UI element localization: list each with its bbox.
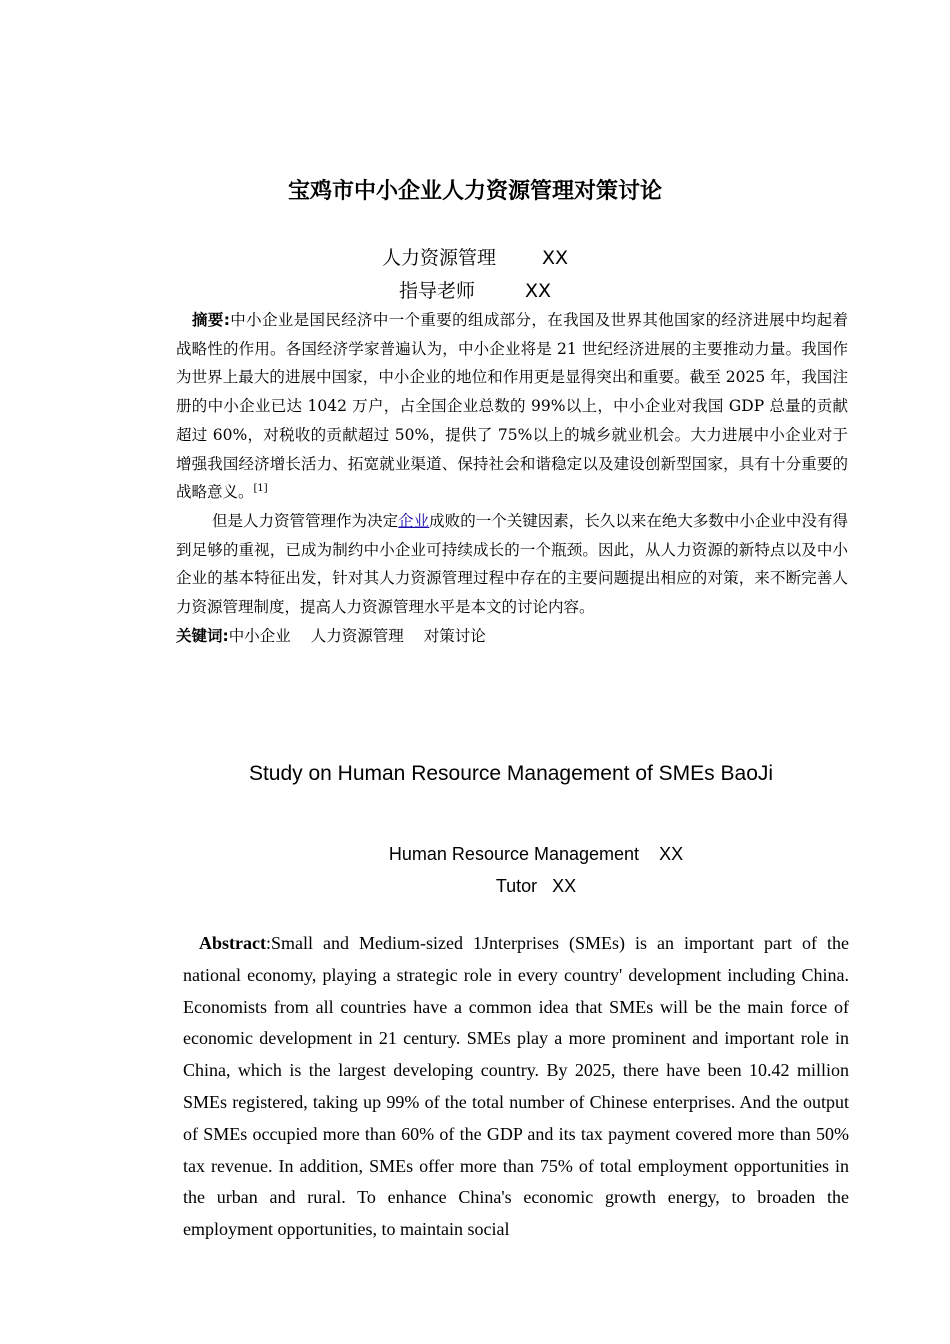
- chinese-paragraph-2-start: 但是人力资管管理作为决定: [212, 511, 399, 530]
- chinese-keywords-label: 关键词:: [176, 626, 229, 645]
- chinese-tutor-row: [0, 275, 950, 308]
- english-major-label: Human Resource Management: [388, 844, 640, 864]
- chinese-major-row: [0, 242, 950, 275]
- chinese-tutor-name: XX: [524, 280, 552, 302]
- chinese-paragraph-2-end: 成败的一个关键因素，长久以来在绝大多数中小企业中没有得到足够的重视，已成为制约中小企业可持续成长的一个瓶颈。因此，从人力资源的新特点以及中小企业的基本特征出发，针对其人力资源管理过程中存在的主要问题提出相应的对策，来不断完善人力资源管理制度，提高人力资源管理水平是本文的讨论内容。: [176, 511, 848, 617]
- chinese-abstract-text: 中小企业是国民经济中一个重要的组成部分，在我国及世界其他国家的经济进展中均起着战略性的作用。各国经济学家普遍认为，中小企业将是 21 世纪经济进展的主要推动力量。我国作为世界上最大的进展中国家，中小企业的地位和作用更是显得突出和重要。截至 2025 年，我国注册的中小企业已达 1042 万户，占全国企业总数的 99%以上，中小企业对我国 GDP 总量的贡献超过 60%，对税收的贡献超过 50%，提供了 75%以上的城乡就业机会。大力进展中小企业对于增强我国经济增长活力、拓宽就业渠道、保持社会和谐稳定以及建设创新型国家，具有十分重要的战略意义。: [176, 311, 848, 502]
- english-author-block: [0, 838, 950, 902]
- chinese-major-label: 人力资源管理: [381, 247, 496, 269]
- english-tutor-name: XX: [552, 876, 577, 896]
- chinese-abstract-section: [176, 306, 848, 650]
- enterprise-link[interactable]: 企业: [398, 511, 430, 530]
- chinese-abstract-paragraph: [176, 306, 848, 507]
- keyword: 对策讨论: [423, 626, 486, 645]
- english-abstract-text: Small and Medium-sized 1Jnterprises (SMEs) is an important part of the national economy, playing a strategic role in every country' development including China. Economists from all countries have a common idea that SMEs will be the main force of economic development in 21 century. SMEs play a more prominent and important role in China, which is the largest developing country. By 2025, there have been 10.42 million SMEs registered, taking up 99% of the total number of Chinese enterprises. And the output of SMEs occupied more than 60% of the GDP and its tax payment covered more than 50% tax revenue. In addition, SMEs offer more than 75% of total employment opportunities in the urban and rural. To enhance China's economic growth energy, to broaden the employment opportunities, to maintain social: [183, 933, 849, 1240]
- chinese-author-block: [0, 242, 950, 308]
- citation-marker[interactable]: [1]: [253, 483, 268, 495]
- english-tutor-label: Tutor: [495, 876, 538, 896]
- english-tutor-row: [0, 870, 950, 902]
- chinese-keywords-line: [176, 622, 848, 651]
- keyword: 中小企业: [228, 626, 291, 645]
- chinese-tutor-label: 指导老师: [398, 280, 475, 302]
- chinese-major-name: XX: [541, 247, 569, 269]
- english-abstract-separator: :: [265, 933, 271, 953]
- chinese-title: 宝鸡市中小企业人力资源管理对策讨论: [287, 179, 662, 204]
- keyword: 人力资源管理: [310, 626, 404, 645]
- english-major-name: XX: [659, 844, 684, 864]
- english-abstract-label: Abstract: [199, 933, 266, 953]
- english-major-row: [0, 838, 950, 870]
- english-title: Study on Human Resource Management of SMEs BaoJi: [248, 762, 774, 785]
- english-abstract-paragraph: [183, 928, 849, 1246]
- chinese-abstract-label: 摘要:: [192, 311, 230, 329]
- chinese-paragraph-2: [176, 507, 848, 622]
